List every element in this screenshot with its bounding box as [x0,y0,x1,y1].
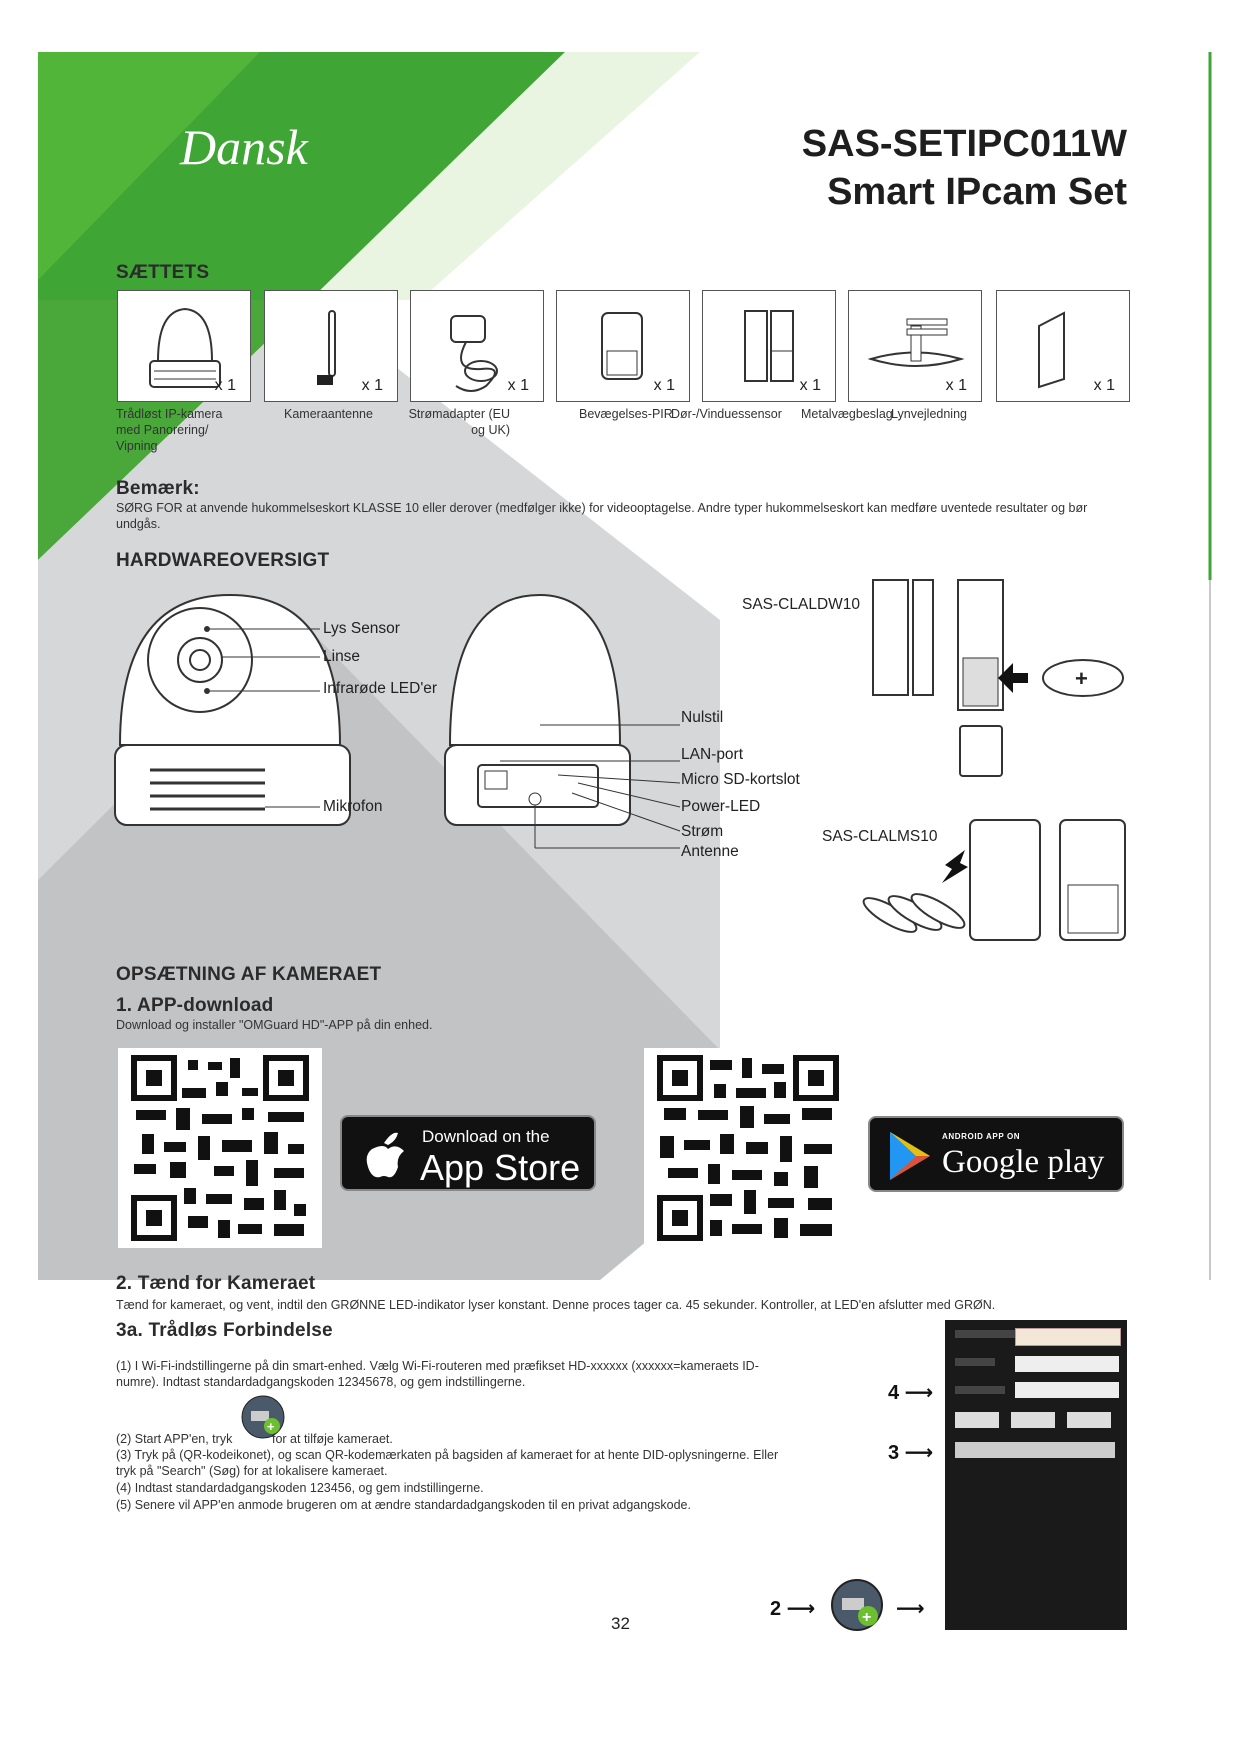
label-micro-sd-slot: Micro SD-kortslot [681,771,800,788]
did-input[interactable] [1015,1328,1121,1346]
step1-title: 1. APP-download [116,995,274,1016]
password-input[interactable] [1015,1382,1119,1398]
label-lan-port: LAN-port [681,746,744,763]
scan-qr-button[interactable] [955,1442,1115,1458]
kit-label-antenna: Kameraantenne [284,407,373,421]
note-text: SØRG FOR at anvende hukommelseskort KLASSE 10 eller derover (medfølger ikke) for videooptagelse. Andre typer hukommelseskort kan medføre uventede resultater og bør undgås. [116,501,1088,531]
qr-code-icon [118,1048,322,1248]
qr-code-android[interactable] [644,1048,854,1248]
kit-item-door-sensor [702,290,836,402]
step3-paragraph-3: (3) Tryk på (QR-kodeikonet), og scan QR-kodemærkaten på bagsiden af kameraet for at hente DID-oplysningerne. Eller tryk på "Search" (Søg) for at lokalisere kameraet. [116,1448,779,1478]
kit-label-pir: Bevægelses-PIR [579,407,673,421]
kit-qty: x 1 [361,377,383,394]
callout-arrow: ⟶ [896,1598,925,1620]
app-store-big-text: App Store [420,1147,581,1188]
step3-paragraph-1: (1) I Wi-Fi-indstillingerne på din smart-enhed. Vælg Wi-Fi-routeren med præfikset HD-xxxxxx (xxxxxx=kameraets ID-numre). Indtast standardadgangskoden 12345678, og gem indstillingerne. [116,1359,759,1389]
kit-item-wall-bracket [848,290,982,402]
kit-qty: x 1 [799,377,821,394]
google-play-small-text: ANDROID APP ON [942,1132,1021,1141]
note-heading: Bemærk: [116,478,200,499]
kit-qty: x 1 [653,377,675,394]
save-button[interactable] [955,1412,999,1428]
pir-model: SAS-CLALMS10 [822,828,938,845]
kit-label-camera: Trådløst IP-kamera med Panorering/ Vipning [116,407,223,453]
label-power: Strøm [681,823,724,840]
kit-label-wall-bracket: Metalvægbeslag [801,407,893,421]
step3-title: 3a. Trådløs Forbindelse [116,1320,333,1341]
hardware-heading: HARDWAREOVERSIGT [116,550,330,571]
step3-paragraph-2b: for at tilføje kameraet. [272,1432,393,1446]
google-play-big-text: Google play [942,1144,1105,1180]
label-power-led: Power-LED [681,798,761,815]
step2-title: 2. Tænd for Kameraet [116,1273,316,1294]
kit-label-door-sensor: Dør-/Vinduessensor [671,407,782,421]
language-title: Dansk [180,119,308,175]
apple-logo-icon [362,1129,406,1181]
label-lens: Linse [323,648,361,665]
kit-qty: x 1 [214,377,236,394]
user-input[interactable] [1015,1356,1119,1372]
kit-item-camera [117,290,251,402]
svg-text:+: + [1075,666,1088,691]
kit-label-power-adapter: Strømadapter (EU og UK) [408,407,510,437]
app-store-small-text: Download on the [422,1127,550,1146]
setup-heading: OPSÆTNING AF KAMERAET [116,964,382,985]
label-antenna: Antenne [681,843,739,860]
kit-qty: x 1 [945,377,967,394]
qr-code-icon [644,1048,854,1248]
camera-front-diagram [110,585,470,840]
callout-3: 3 ⟶ [888,1442,934,1464]
app-screen-preview [945,1320,1127,1630]
svg-text:+: + [267,1419,275,1434]
label-microphone: Mikrofon [323,798,383,815]
app-store-badge[interactable] [340,1115,596,1191]
product-title [802,120,1127,216]
step3-paragraph-2a: (2) Start APP'en, tryk [116,1432,233,1446]
search-button[interactable] [1011,1412,1055,1428]
kit-label-quick-guide: Lynvejledning [891,407,967,421]
label-infrared-leds: Infrarøde LED'er [323,680,438,697]
qr-code-ios[interactable] [118,1048,322,1248]
kit-qty: x 1 [507,377,529,394]
kit-item-pir [556,290,690,402]
kit-item-power-adapter [410,290,544,402]
kit-qty: x 1 [1093,377,1115,394]
google-play-badge[interactable] [868,1116,1124,1192]
svg-text:+: + [862,1609,872,1626]
callout-2: 2 ⟶ [770,1598,816,1620]
cancel-button[interactable] [1067,1412,1111,1428]
callout-4: 4 ⟶ [888,1382,934,1404]
pir-sensor-diagram [850,805,1135,945]
model-number: SAS-SETIPC011W [801,123,1127,165]
step3-paragraph-5: (5) Senere vil APP'en anmode brugeren om at ændre standardadgangskoden til en privat adgangskode. [116,1498,691,1512]
door-sensor-diagram [868,578,1133,783]
step3-paragraph-4: (4) Indtast standardadgangskoden 123456, og gem indstillingerne. [116,1481,484,1495]
product-name: Smart IPcam Set [827,171,1127,213]
door-sensor-model: SAS-CLALDW10 [742,596,861,613]
kit-item-quick-guide [996,290,1130,402]
step1-text: Download og installer "OMGuard HD"-APP på din enhed. [116,1018,433,1032]
kit-heading: SÆTTETS [116,262,210,283]
kit-item-antenna [264,290,398,402]
page-number: 32 [611,1614,630,1633]
label-light-sensor: Lys Sensor [323,620,400,637]
label-reset: Nulstil [681,709,724,726]
step2-text: Tænd for kameraet, og vent, indtil den GRØNNE LED-indikator lyser konstant. Denne proces tager ca. 45 sekunder. Kontroller, at LED'en afslutter med GRØN. [116,1298,996,1312]
google-play-logo-icon [886,1130,934,1182]
camera-back-diagram [440,585,690,855]
